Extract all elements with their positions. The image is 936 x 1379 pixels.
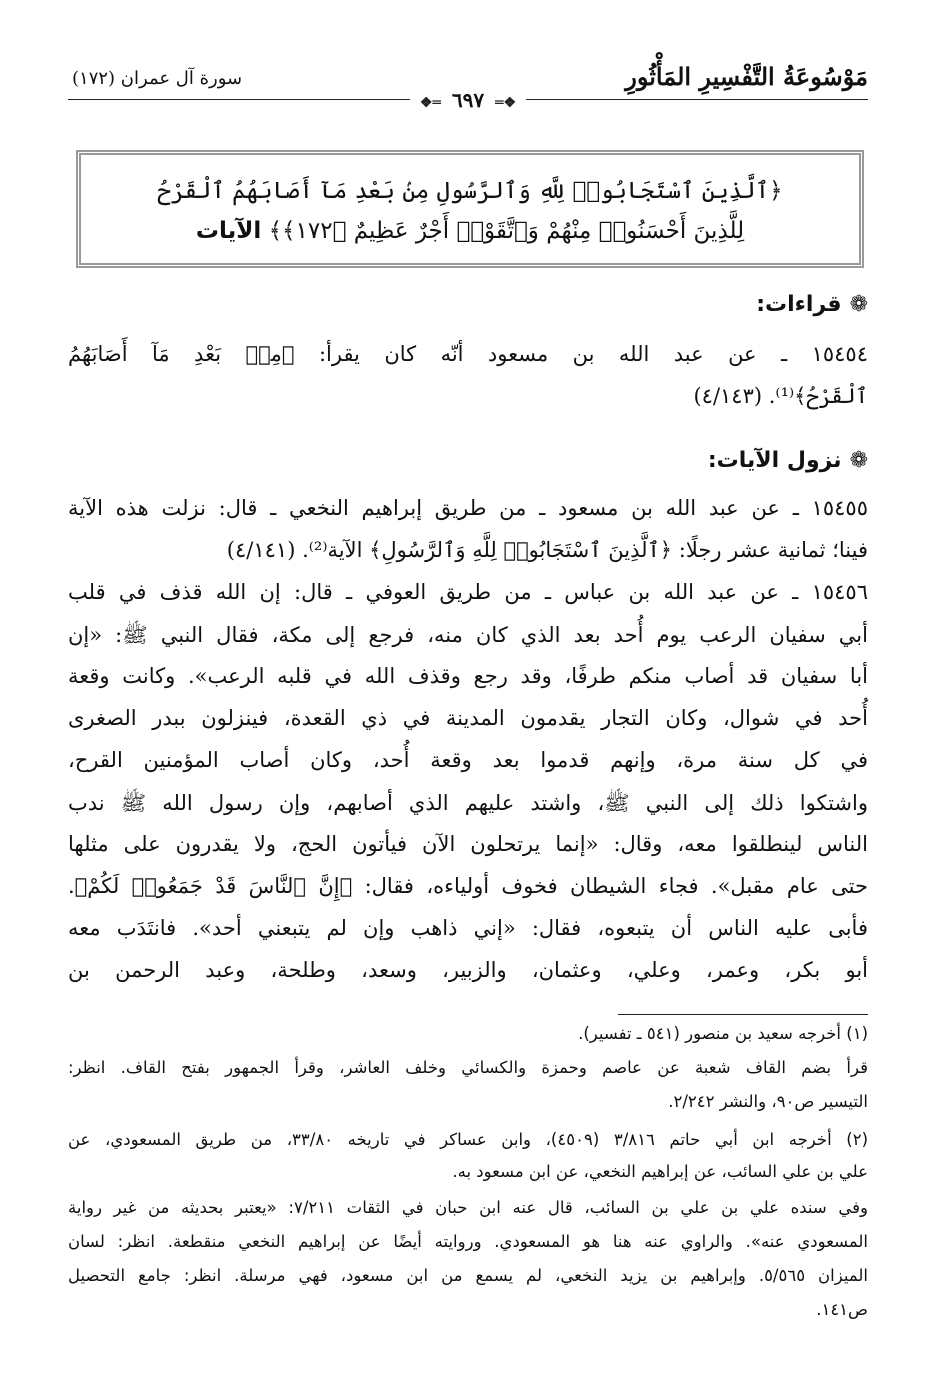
text-line: ٱلْقَرْحُ﴾⁽¹⁾. (٤/١٤٣) xyxy=(693,384,868,408)
text-line: حتى عام مقبل». فجاء الشيطان فخوف أولياءه، فقال: ﴿إِنَّ ٱلنَّاسَ قَدْ جَمَعُوا۟ لَكُمْ﴾. xyxy=(68,874,868,898)
footnote-line: (١) أخرجه سعيد بن منصور (٥٤١ ـ تفسير). xyxy=(578,1024,868,1043)
section-title-qiraat: قراءات: xyxy=(756,292,842,317)
text-line: واشتكوا ذلك إلى النبي ﷺ، واشتد عليهم الذي أصابهم، وإن رسول الله ﷺ ندب xyxy=(68,791,868,815)
flower-icon: ❁ xyxy=(849,448,868,473)
text-line: فينا؛ ثمانية عشر رجلًا: ﴿ٱلَّذِينَ ٱسْتَجَابُوا۟ لِلَّهِ وَٱلرَّسُولِ﴾ الآية⁽²⁾. (٤/١٤١) xyxy=(226,538,868,562)
page-number: ٦٩٧ xyxy=(451,88,485,112)
footnote-line: (٢) أخرجه ابن أبي حاتم ٣/٨١٦ (٤٥٠٩)، وابن عساكر في تاريخه ٣٣/٨٠، من طريق المسعودي، عن xyxy=(68,1130,869,1149)
verse-line-1: ﴿ٱلَّذِينَ ٱسْتَجَابُوا۟ لِلَّهِ وَٱلرَّسُولِ مِنۢ بَعْدِ مَآ أَصَابَهُمُ ٱلْقَرْحُ xyxy=(157,178,783,204)
verse-box xyxy=(76,150,864,268)
footnote-line: ص١٤١. xyxy=(816,1300,868,1319)
ornament-icon: ═❖ xyxy=(419,95,441,111)
text-line: ١٥٤٥٥ ـ عن عبد الله بن مسعود ـ من طريق إبراهيم النخعي ـ قال: نزلت هذه الآية xyxy=(68,496,868,520)
footnote-rule xyxy=(618,1014,868,1015)
text-line: أبو بكر، وعمر، وعلي، وعثمان، والزبير، وسعد، وطلحة، وعبد الرحمن بن xyxy=(68,958,868,982)
section-heading-qiraat xyxy=(756,292,868,317)
text-line: أبا سفيان قد أصاب منكم طرفًا، وقد رجع وقذف الله في قلبه الرعب». وكانت وقعة xyxy=(68,664,868,688)
text-line: فأبى عليه الناس أن يتبعوه، فقال: «إني ذاهب وإن لم يتبعني أحد». فانتَدَب معه xyxy=(68,916,868,940)
verse-line-2-tail: الآيات xyxy=(195,218,262,244)
verse-line-2 xyxy=(101,211,839,251)
flower-icon: ❁ xyxy=(849,292,868,317)
verse-line-2-text: لِلَّذِينَ أَحْسَنُوا۟ مِنْهُمْ وَٱتَّقَوْا۟ أَجْرٌ عَظِيمٌ ﴿١٧٢﴾﴾ xyxy=(268,218,745,244)
ornament-icon: ❖═ xyxy=(495,95,517,111)
page-number-container xyxy=(0,88,936,112)
footnote-line: علي بن علي السائب، عن إبراهيم النخعي، عن ابن مسعود به. xyxy=(452,1162,868,1181)
footnote-line: وفي سنده علي بن علي بن السائب، قال عنه ابن حبان في الثقات ٧/٢١١: «يعتبر بحديثه من غير رواية xyxy=(68,1198,869,1217)
footnote-line: المسعودي عنه». والراوي عنه هنا هو المسعودي. وروايته أيضًا عن إبراهيم النخعي منقطعة. انظر: لسان xyxy=(68,1232,868,1251)
surah-reference: سورة آل عمران (١٧٢) xyxy=(72,68,243,89)
footnote-line: الميزان ٥/٥٦٥. وإبراهيم بن يزيد النخعي، لم يسمع من ابن مسعود، فهي مرسلة. انظر: جامع التحصيل xyxy=(68,1266,868,1285)
section-heading-nuzul xyxy=(708,448,868,473)
book-title: مَوْسُوعَةُ التَّفْسِيرِ المَأْثُورِ xyxy=(625,62,868,91)
text-line: أبي سفيان الرعب يوم أُحد بعد الذي كان منه، فرجع إلى مكة، فقال النبي ﷺ: «إن xyxy=(68,623,868,647)
footnote-line: قرأ بضم القاف شعبة عن عاصم وحمزة والكسائي وخلف العاشر، وقرأ الجمهور بفتح القاف. انظر: xyxy=(68,1058,868,1077)
text-line: أُحد في شوال، وكان التجار يقدمون المدينة في ذي القعدة، فينزلون ببدر الصغرى xyxy=(68,706,868,730)
page-number-block xyxy=(410,88,526,112)
section-title-nuzul: نزول الآيات: xyxy=(707,448,842,473)
text-line: الناس لينطلقوا معه، وقال: «إنما يرتحلون الآن فيأتون الحج، ولا يقدرون على مثلها xyxy=(68,832,868,856)
text-line: ١٥٤٥٤ ـ عن عبد الله بن مسعود أنّه كان يقرأ: ﴿مِنۢ بَعْدِ مَآ أَصَابَهُمُ xyxy=(68,342,868,366)
text-line: ١٥٤٥٦ ـ عن عبد الله بن عباس ـ من طريق العوفي ـ قال: إن الله قذف في قلب xyxy=(68,580,868,604)
footnote-line: التيسير ص٩٠، والنشر ٢/٢٤٢. xyxy=(668,1092,868,1111)
text-line: في كل سنة مرة، وإنهم قدموا بعد وقعة أُحد، وكان أصاب المؤمنين القرح، xyxy=(68,748,868,772)
